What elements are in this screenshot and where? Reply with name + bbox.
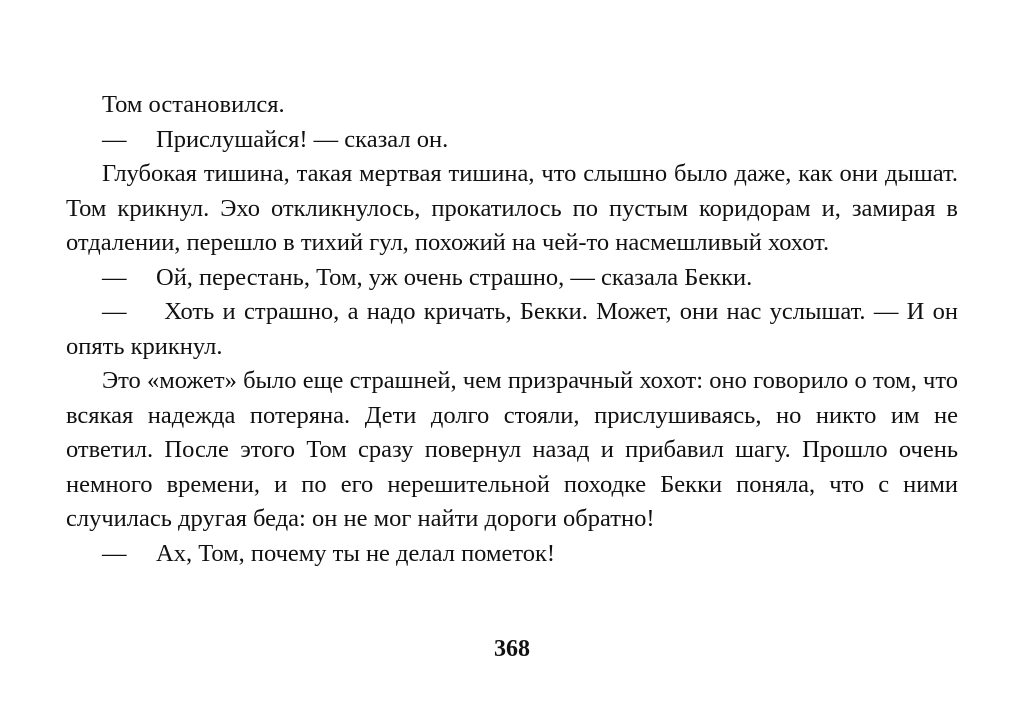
paragraph: Том остановился. [102, 91, 285, 118]
dialog-line [66, 537, 958, 572]
page-number: 368 [494, 636, 530, 662]
dialog-text: Ах, Том, почему ты не делал пометок! [156, 539, 556, 567]
em-dash: — [102, 539, 127, 567]
dialog-text: Хоть и страшно, а надо кричать, Бекки. Может, они нас услышат. — И он опять крикнул. [66, 298, 965, 360]
paragraph: Глубокая тишина, такая мертвая тишина, что слышно было даже, как они дышат. Том крикнул. Эхо откликнулось, прокатилось по пустым коридорам и, замирая в отдалении, перешло в тихий гул, похожий на чей-то насмешливый хохот. [66, 160, 958, 256]
book-page-body [66, 88, 965, 571]
paragraph: Это «может» было еще страшней, чем призрачный хохот: оно говорило о том, что всякая надежда потеряна. Дети долго стояли, прислушиваясь, но никто им не ответил. После этого Том сразу повернул назад и прибавил шагу. Прошло очень немного времени, и по его нерешительной походке Бекки поняла, что с ними случилась другая беда: он не мог найти дороги обратно! [66, 367, 958, 532]
dialog-text: Ой, перестань, Том, уж очень страшно, — сказала Бекки. [156, 263, 753, 291]
dialog-line [66, 295, 965, 364]
dialog-line [66, 261, 958, 296]
em-dash: — [102, 263, 127, 291]
em-dash: — [102, 298, 127, 325]
dialog-line [66, 123, 958, 158]
em-dash: — [102, 125, 127, 153]
dialog-text: Прислушайся! — сказал он. [156, 125, 449, 153]
